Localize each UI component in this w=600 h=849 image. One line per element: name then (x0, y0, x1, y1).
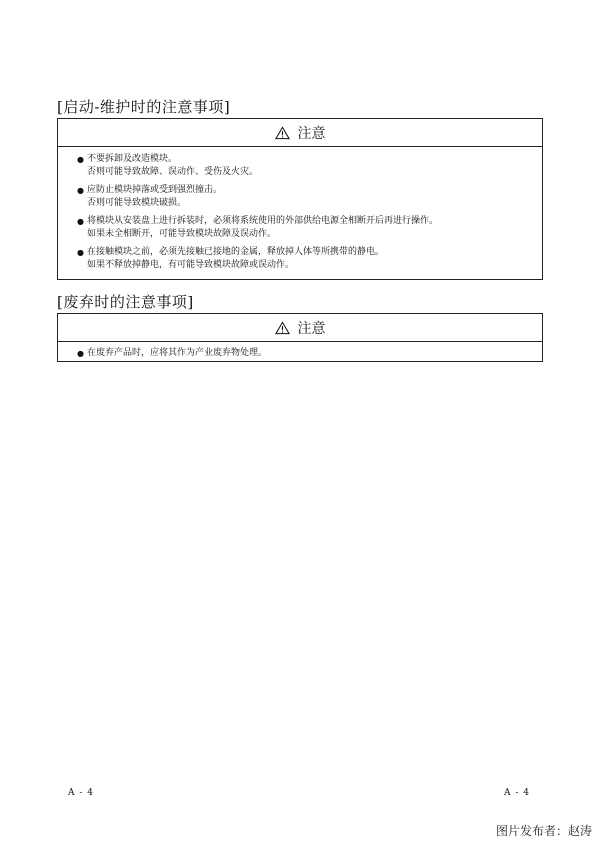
caution-box-disposal (57, 313, 543, 362)
item-text-line: 应防止模块掉落或受到强烈撞击。 (87, 185, 223, 195)
caution-box-startup-maintenance (57, 118, 543, 280)
bullet-icon: ● (77, 349, 84, 358)
list-item (77, 347, 542, 360)
item-text-line: 在接触模块之前，必须先接触已接地的金属，释放掉人体等所携带的静电。 (87, 247, 385, 257)
bullet-icon: ● (77, 248, 84, 257)
bullet-icon: ● (77, 217, 84, 226)
item-text-line: 否则可能导致模块破损。 (87, 198, 187, 208)
image-credit: 图片发布者：赵涛 (495, 824, 592, 838)
bullet-icon: ● (77, 186, 84, 195)
section-heading-startup-maintenance: [启动-维护时的注意事项] (57, 98, 231, 116)
warning-triangle-icon (275, 126, 290, 140)
list-item (77, 215, 542, 241)
caution-title: 注意 (297, 320, 326, 337)
item-text-line: 否则可能导致故障、误动作、受伤及火灾。 (87, 167, 259, 177)
section-heading-disposal: [废弃时的注意事项] (57, 293, 194, 311)
list-item (77, 246, 542, 272)
caution-header (58, 119, 542, 147)
caution-title: 注意 (297, 125, 326, 142)
item-text-line: 不要拆卸及改造模块。 (87, 154, 178, 164)
list-item (77, 153, 542, 179)
item-text-line: 将模块从安装盘上进行拆装时，必须将系统使用的外部供给电源全相断开后再进行操作。 (87, 216, 439, 226)
item-text-line: 在废弃产品时，应将其作为产业废弃物处理。 (87, 348, 268, 358)
bullet-icon: ● (77, 155, 84, 164)
page-number-left: A - 4 (68, 788, 94, 798)
warning-triangle-icon (275, 321, 290, 335)
caution-header (58, 314, 542, 342)
list-item (77, 184, 542, 210)
item-text-line: 如果未全相断开，可能导致模块故障及误动作。 (87, 229, 277, 239)
item-text-line: 如果不释放掉静电，有可能导致模块故障或误动作。 (87, 260, 295, 270)
page-number-right: A - 4 (504, 788, 530, 798)
